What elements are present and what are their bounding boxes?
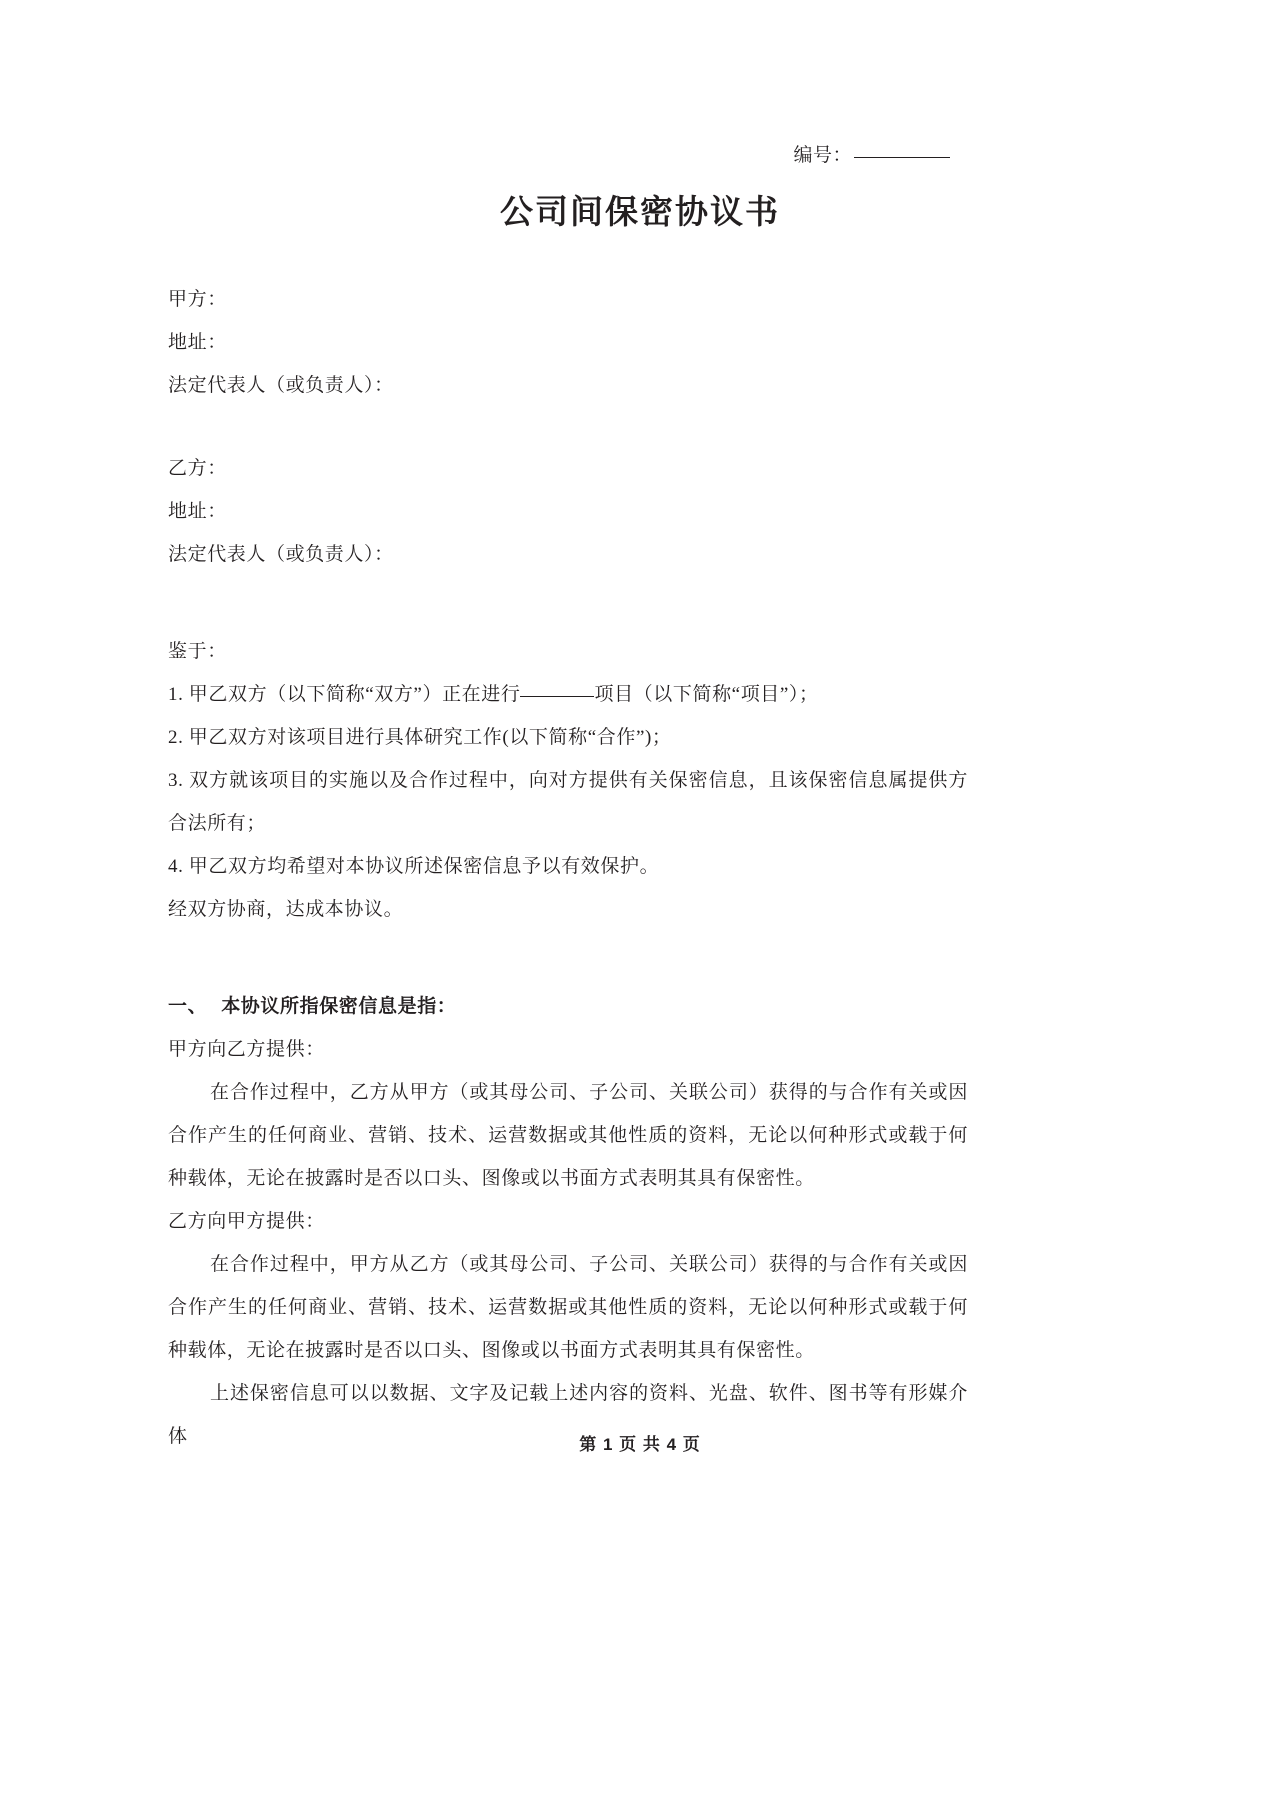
section-one-spacer <box>168 931 968 985</box>
serial-number-label: 编号： <box>793 145 852 166</box>
serial-number-row <box>0 140 1280 167</box>
party-a-name-label: 甲方： <box>168 289 227 310</box>
recitals-spacer <box>168 576 968 630</box>
serial-number-blank <box>854 156 950 158</box>
page-title: 公司间保密协议书 <box>500 193 780 230</box>
recital-item-4: 4. 甲乙双方均希望对本协议所述保密信息予以有效保护。 <box>168 856 660 877</box>
party-b-name-label: 乙方： <box>168 458 227 479</box>
section-one-title: 本协议所指保密信息是指： <box>221 996 457 1017</box>
recital-item-1-blank <box>520 695 594 697</box>
recital-item-1-part2: 项目（以下简称“项目”）； <box>594 684 819 705</box>
document-body <box>168 278 968 1458</box>
section-one-b-to-a-label: 乙方向甲方提供： <box>168 1211 325 1232</box>
section-one-heading <box>168 985 968 1028</box>
recitals-heading: 鉴于： <box>168 641 227 662</box>
recital-item-3: 3. 双方就该项目的实施以及合作过程中，向对方提供有关保密信息，且该保密信息属提供方合法所有； <box>168 770 968 834</box>
party-b-representative-label: 法定代表人（或负责人）： <box>168 544 394 565</box>
recital-item-1 <box>168 673 968 716</box>
section-one-closing-text: 上述保密信息可以以数据、文字及记载上述内容的资料、光盘、软件、图书等有形媒介体 <box>168 1383 968 1447</box>
section-one-a-to-b-text: 在合作过程中，乙方从甲方（或其母公司、子公司、关联公司）获得的与合作有关或因合作产生的任何商业、营销、技术、运营数据或其他性质的资料，无论以何种形式或载于何种载体，无论在披露时是否以口头、图像或以书面方式表明其具有保密性。 <box>168 1082 968 1189</box>
recital-item-2: 2. 甲乙双方对该项目进行具体研究工作(以下简称“合作”)； <box>168 727 672 748</box>
party-a-representative-label: 法定代表人（或负责人）： <box>168 375 394 396</box>
party-b-address-label: 地址： <box>168 501 227 522</box>
party-block-spacer <box>168 407 968 447</box>
party-a-address-label: 地址： <box>168 332 227 353</box>
recital-item-1-part1: 1. 甲乙双方（以下简称“双方”）正在进行 <box>168 684 521 705</box>
section-one-number: 一、 <box>168 996 208 1017</box>
section-one-a-to-b-label: 甲方向乙方提供： <box>168 1039 325 1060</box>
page-footer: 第 1 页 共 4 页 <box>579 1435 701 1454</box>
section-one-b-to-a-text: 在合作过程中，甲方从乙方（或其母公司、子公司、关联公司）获得的与合作有关或因合作产生的任何商业、营销、技术、运营数据或其他性质的资料，无论以何种形式或载于何种载体，无论在披露时是否以口头、图像或以书面方式表明其具有保密性。 <box>168 1254 968 1361</box>
recitals-conclusion: 经双方协商，达成本协议。 <box>168 899 404 920</box>
